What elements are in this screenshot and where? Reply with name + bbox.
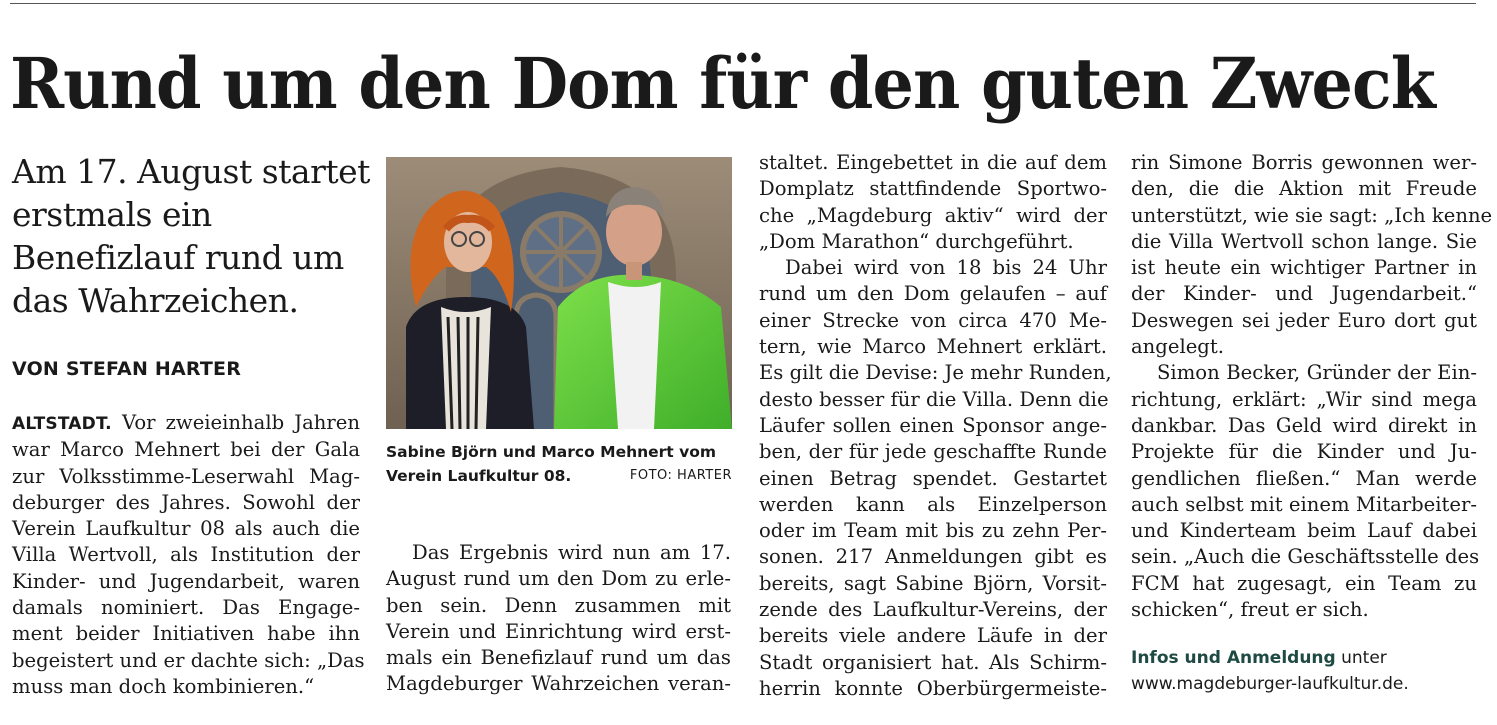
dateline: ALTSTADT. (12, 414, 112, 434)
column-line: schicken“, freut er sich. (1131, 598, 1369, 622)
column-line: desto besser für die Villa. Denn die (759, 387, 1109, 411)
column-line: gendlichen fließen.“ Man werde (1131, 466, 1477, 490)
column-line: rund um den Dom gelaufen – auf (759, 282, 1107, 306)
column-line: ment beider Initiativen habe ihn (12, 622, 360, 646)
caption-text: Sabine Björn und Marco Mehnert vom Verein Laufkultur 08. (386, 443, 717, 485)
column-line: Das Ergebnis wird nun am 17. (412, 541, 731, 564)
info-url[interactable]: www.magdeburger-laufkultur.de. (1131, 674, 1409, 694)
column-line: Projekte für die Kinder und Ju- (1131, 440, 1477, 464)
column-line: „Dom Marathon“ durchgeführt. (759, 229, 1074, 253)
article-column-4 (1131, 150, 1493, 623)
photo-illustration (386, 157, 732, 429)
column-line: einen Betrag spendet. Gestartet (759, 466, 1107, 490)
column-line: sein. „Auch die Geschäftsstelle des (1131, 545, 1480, 569)
article-column-1 (12, 410, 365, 700)
column-line: die Villa Wertvoll schon lange. Sie (1131, 229, 1477, 253)
photo-caption (386, 440, 732, 488)
article-column-2 (386, 540, 731, 698)
column-line: Dabei wird von 18 bis 24 Uhr (785, 256, 1107, 280)
column-line: Stadt organisiert hat. Als Schirm- (759, 650, 1107, 674)
article-photo (386, 157, 732, 429)
info-text: unter (1335, 648, 1387, 668)
photo-credit: FOTO: HARTER (629, 468, 732, 483)
info-box (1131, 645, 1481, 697)
column-line: rin Simone Borris gewonnen wer- (1131, 151, 1477, 174)
column-line: sonen. 217 Anmeldungen gibt es (759, 545, 1107, 569)
column-line: unterstützt, wie sie sagt: „Ich kenne (1131, 203, 1493, 227)
column-line: und Kinderteam beim Lauf dabei (1131, 519, 1477, 543)
column-line: Es gilt die Devise: Je mehr Runden, (759, 361, 1112, 385)
column-line: richtung, erklärt: „Wir sind mega (1131, 387, 1477, 411)
column-line: Simon Becker, Gründer der Ein- (1157, 361, 1477, 385)
column-line: ALTSTADT. Vor zweieinhalb Jahren (12, 411, 360, 434)
top-rule (10, 3, 1476, 4)
column-line: Deswegen sei jeder Euro dort gut (1131, 308, 1477, 332)
column-line: Villa Wertvoll, als Institution der (12, 543, 360, 567)
column-line: begeistert und er dachte sich: „Das (12, 648, 365, 672)
column-line: damals nominiert. Das Engage- (12, 596, 360, 620)
column-line: herrin konnte Oberbürgermeiste- (759, 676, 1107, 700)
column-line: Verein und Einrichtung wird erst- (386, 619, 731, 643)
column-line: zur Volksstimme-Leserwahl Mag- (12, 464, 360, 488)
column-line: FCM hat zugesagt, ein Team zu (1131, 571, 1477, 595)
column-line: Läufer sollen einen Sponsor ange- (759, 413, 1107, 437)
column-line: staltet. Eingebettet in die auf dem (759, 151, 1107, 174)
column-line: bereits, sagt Sabine Björn, Vorsit- (759, 571, 1107, 595)
column-line: Magdeburger Wahrzeichen veran- (386, 672, 731, 696)
column-line: der Kinder- und Jugendarbeit.“ (1131, 282, 1477, 306)
column-line: war Marco Mehnert bei der Gala (12, 438, 360, 462)
column-line: angelegt. (1131, 335, 1224, 359)
column-line: werden kann als Einzelperson (759, 492, 1107, 516)
column-line: che „Magdeburg aktiv“ wird der (759, 203, 1107, 227)
column-line: Domplatz stattfindende Sportwo- (759, 177, 1107, 201)
column-line: auch selbst mit einem Mitarbeiter- (1131, 492, 1477, 516)
article-column-3 (759, 150, 1112, 702)
column-line: ben sein. Denn zusammen mit (386, 593, 731, 617)
column-line: einer Strecke von circa 470 Me- (759, 308, 1107, 332)
column-line: dankbar. Das Geld wird direkt in (1131, 413, 1477, 437)
byline: VON STEFAN HARTER (12, 358, 242, 380)
column-line: oder im Team mit bis zu zehn Per- (759, 519, 1107, 543)
column-line: ben, der für jede geschaffte Runde (759, 440, 1107, 464)
info-lead: Infos und Anmeldung (1131, 648, 1336, 668)
column-line: Verein Laufkultur 08 als auch die (12, 517, 360, 541)
column-line: bereits viele andere Läufe in der (759, 624, 1107, 648)
column-line: mals ein Benefizlauf rund um das (386, 646, 731, 670)
deck: Am 17. August startet erstmals ein Benefizlauf rund um das Wahrzeichen. (12, 152, 370, 320)
column-line: den, die die Aktion mit Freude (1131, 177, 1477, 201)
column-line: deburger des Jahres. Sowohl der (12, 490, 360, 514)
headline: Rund um den Dom für den guten Zweck (10, 42, 1435, 125)
column-line: Kinder- und Jugendarbeit, waren (12, 569, 360, 593)
column-line: zende des Laufkultur-Vereins, der (759, 598, 1107, 622)
column-line: August rund um den Dom zu erle- (386, 567, 731, 591)
column-line: muss man doch kombinieren.“ (12, 674, 315, 698)
column-line: tern, wie Marco Mehnert erklärt. (759, 335, 1107, 359)
column-line: ist heute ein wichtiger Partner in (1131, 256, 1477, 280)
